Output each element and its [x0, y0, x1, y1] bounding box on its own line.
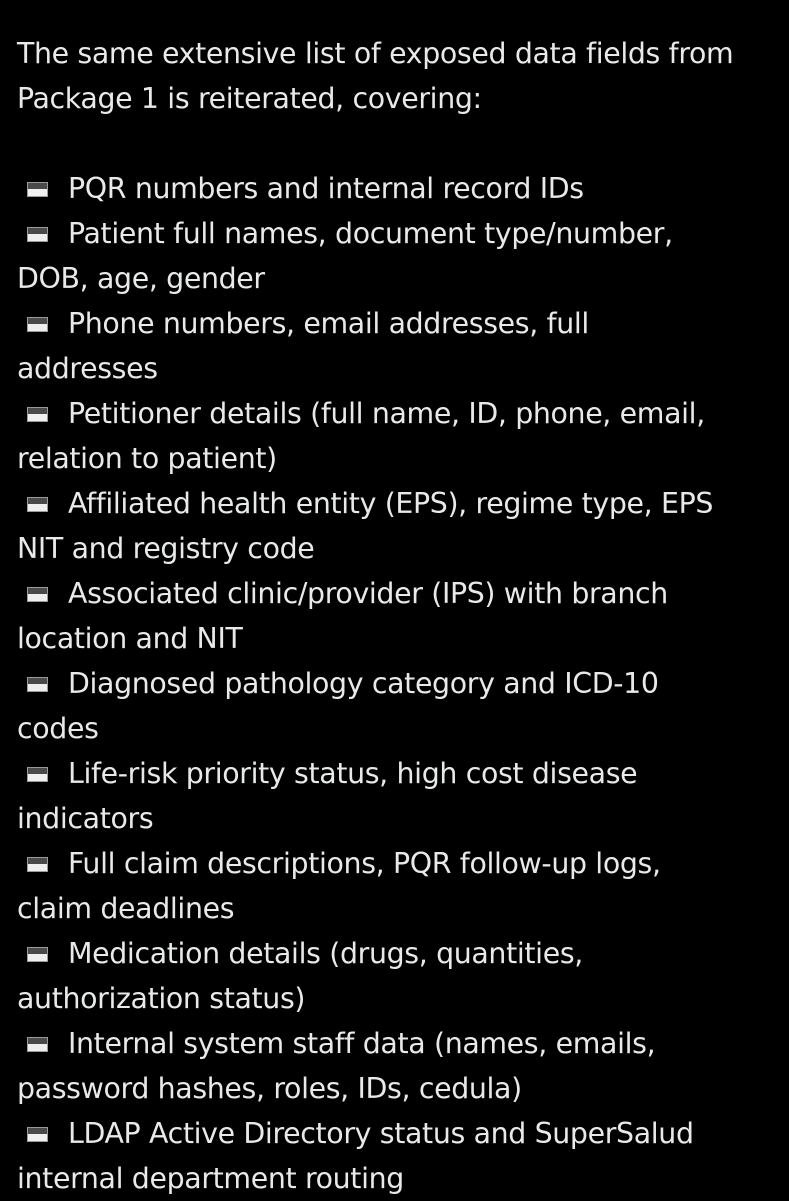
bullet-square-icon — [27, 947, 48, 962]
bullet-square-icon — [27, 227, 48, 242]
bullet-square-icon — [27, 182, 48, 197]
list-item-text: Life-risk priority status, high cost disease — [68, 757, 638, 790]
list-item-text: Patient full names, document type/number, — [68, 217, 673, 250]
list-item-text-continued: codes — [17, 712, 99, 745]
bullet-square-icon — [27, 407, 48, 422]
list-item — [17, 931, 779, 1021]
post-body — [17, 31, 779, 1201]
list-item-text: Associated clinic/provider (IPS) with branch — [68, 577, 668, 610]
list-item-text: Full claim descriptions, PQR follow-up logs, — [68, 847, 661, 880]
list-item — [17, 481, 779, 571]
list-item-text-continued: DOB, age, gender — [17, 262, 265, 295]
bullet-square-icon — [27, 767, 48, 782]
list-item — [17, 841, 779, 931]
list-item — [17, 571, 779, 661]
list-item — [17, 1021, 779, 1111]
list-item-text: Affiliated health entity (EPS), regime type, EPS — [68, 487, 714, 520]
list-item-text-continued: internal department routing — [17, 1162, 404, 1195]
list-item-text-continued: claim deadlines — [17, 892, 235, 925]
list-item-text-continued: NIT and registry code — [17, 532, 315, 565]
bullet-square-icon — [27, 1127, 48, 1142]
list-item — [17, 211, 779, 301]
intro-text — [17, 31, 779, 121]
list-item — [17, 166, 779, 211]
list-item — [17, 661, 779, 751]
bullet-square-icon — [27, 497, 48, 512]
list-item-text: PQR numbers and internal record IDs — [68, 172, 584, 205]
list-item-text-continued: location and NIT — [17, 622, 243, 655]
list-item-text: Internal system staff data (names, emails, — [68, 1027, 656, 1060]
list-item — [17, 391, 779, 481]
list-item-text-continued: indicators — [17, 802, 154, 835]
intro-line-1: The same extensive list of exposed data fields from — [17, 37, 734, 70]
exposed-fields-list — [17, 166, 779, 1201]
list-item-text: Medication details (drugs, quantities, — [68, 937, 583, 970]
list-item-text-continued: authorization status) — [17, 982, 306, 1015]
blank-line — [17, 121, 779, 166]
bullet-square-icon — [27, 857, 48, 872]
list-item — [17, 751, 779, 841]
list-item-text: Petitioner details (full name, ID, phone, email, — [68, 397, 705, 430]
intro-line-2: Package 1 is reiterated, covering: — [17, 82, 482, 115]
bullet-square-icon — [27, 677, 48, 692]
list-item-text-continued: addresses — [17, 352, 158, 385]
bullet-square-icon — [27, 317, 48, 332]
list-item-text: Phone numbers, email addresses, full — [68, 307, 589, 340]
list-item — [17, 1111, 779, 1201]
list-item-text-continued: relation to patient) — [17, 442, 277, 475]
bullet-square-icon — [27, 1037, 48, 1052]
list-item-text-continued: password hashes, roles, IDs, cedula) — [17, 1072, 522, 1105]
list-item-text: Diagnosed pathology category and ICD-10 — [68, 667, 659, 700]
list-item — [17, 301, 779, 391]
bullet-square-icon — [27, 587, 48, 602]
list-item-text: LDAP Active Directory status and SuperSalud — [68, 1117, 694, 1150]
